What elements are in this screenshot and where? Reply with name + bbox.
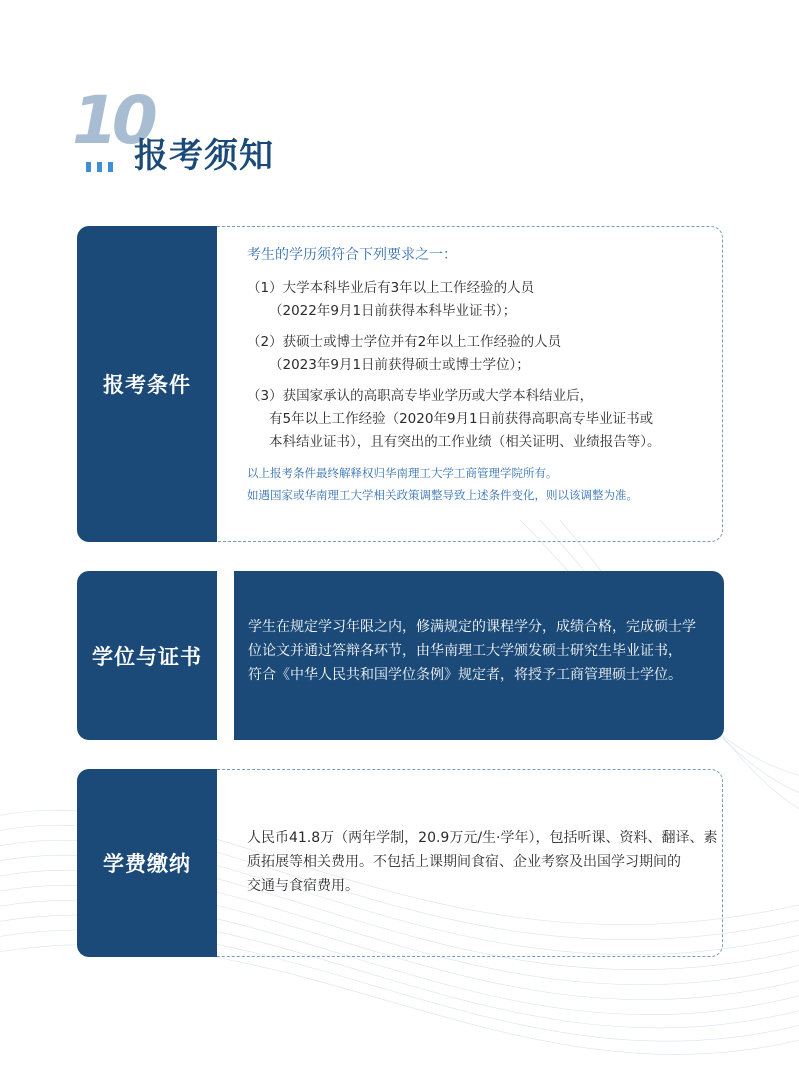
requirements-intro: 考生的学历须符合下列要求之一： <box>247 247 457 263</box>
tuition-content <box>217 769 723 957</box>
requirement-line: （2022年9月1日前获得本科毕业证书）； <box>269 303 517 319</box>
requirement-item <box>247 385 704 454</box>
requirement-item <box>247 331 704 377</box>
tuition-text-line: 质拓展等相关费用。不包括上课期间食宿、企业考察及出国学习期间的 <box>247 854 681 870</box>
requirements-notes <box>247 462 704 506</box>
requirement-line: 有5年以上工作经验（2020年9月1日前获得高职高专毕业证书或 <box>269 411 654 427</box>
requirement-line: （2）获硕士或博士学位并有2年以上工作经验的人员 <box>247 334 562 350</box>
number-ticks <box>86 162 113 172</box>
requirement-line: （2023年9月1日前获得硕士或博士学位）； <box>269 357 530 373</box>
degree-content <box>234 571 724 740</box>
requirement-line: （3）获国家承认的高职高专毕业学历或大学本科结业后， <box>247 388 594 404</box>
degree-text-line: 符合《中华人民共和国学位条例》规定者，将授予工商管理硕士学位。 <box>248 667 682 683</box>
page-title: 报考须知 <box>134 136 274 176</box>
requirement-item <box>247 277 704 323</box>
tuition-text-line: 交通与食宿费用。 <box>247 878 359 894</box>
requirement-line: （1）大学本科毕业后有3年以上工作经验的人员 <box>247 280 535 296</box>
degree-text-line: 学生在规定学习年限之内，修满规定的课程学分，成绩合格，完成硕士学 <box>248 619 696 635</box>
section-label-tuition: 学费缴纳 <box>77 769 217 957</box>
tuition-text-line: 人民币41.8万（两年学制，20.9万元/生·学年），包括听课、资料、翻译、素 <box>247 830 718 846</box>
note-line: 以上报考条件最终解释权归华南理工大学工商管理学院所有。 <box>247 466 558 480</box>
section-label-requirements: 报考条件 <box>77 226 217 542</box>
section-number: 10 <box>72 82 152 159</box>
requirement-line: 本科结业证书），且有突出的工作业绩（相关证明、业绩报告等）。 <box>269 434 661 450</box>
note-line: 如遇国家或华南理工大学相关政策调整导致上述条件变化，则以该调整为准。 <box>247 488 638 502</box>
degree-text-line: 位论文并通过答辩各环节，由华南理工大学颁发硕士研究生毕业证书， <box>248 643 682 659</box>
section-label-degree: 学位与证书 <box>77 571 217 740</box>
requirements-content <box>217 226 723 542</box>
